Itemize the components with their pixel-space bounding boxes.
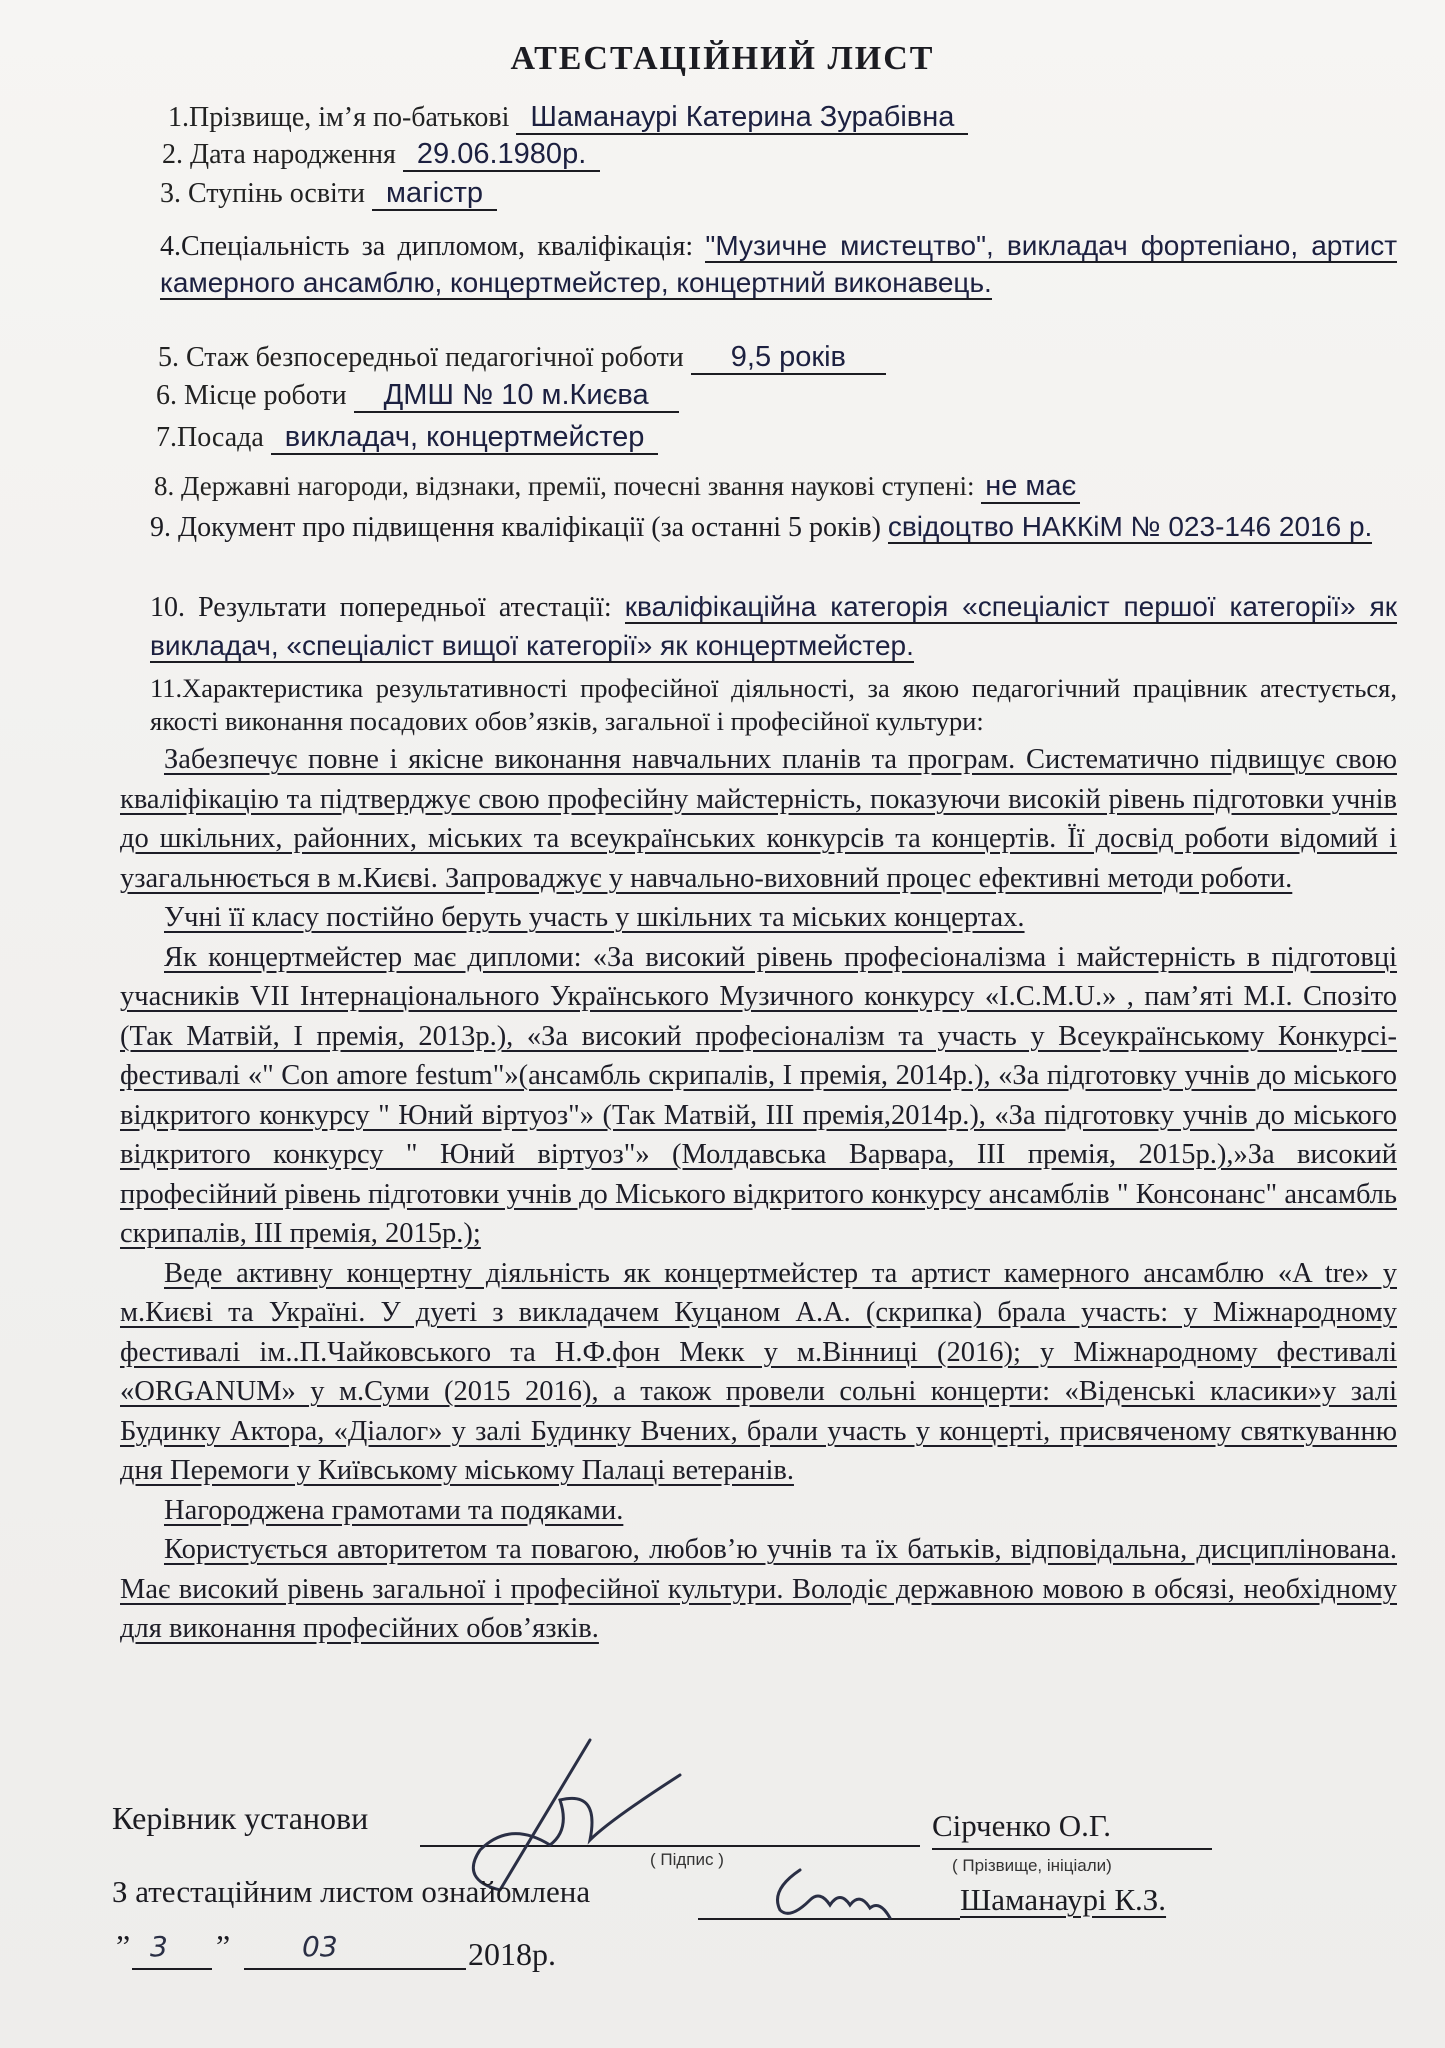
ack-label: З атестаційним листом ознайомлена — [112, 1874, 591, 1909]
field-experience-label: 5. Стаж безпосередньої педагогічної роботи — [158, 342, 684, 373]
field-education — [160, 176, 1395, 212]
field-birthdate-label: 2. Дата народження — [162, 139, 396, 170]
date-quote-close: ” — [216, 1928, 231, 1964]
date-quote-open: ” — [116, 1928, 131, 1964]
field-characteristic-label: 11.Характеристика результативності професійної діяльності, за якою педагогічний працівник атестується, якості виконання посадових обов’язків, загальної і професійної культури: — [150, 673, 1397, 736]
field-birthdate — [162, 137, 1395, 173]
field-previous-attestation-label: 10. Результати попередньої атестації: — [150, 592, 612, 623]
field-position — [156, 420, 1395, 456]
field-previous-attestation — [150, 588, 1397, 666]
field-specialty-value: "Музичне мистецтво", викладач фортепіано, артист камерного ансамблю, концертмейстер, концертний виконавець. — [160, 230, 1398, 298]
characteristic-paragraph: Забезпечує повне і якісне виконання навчальних планів та програм. Систематично підвищує свою кваліфікацію та підтверджує свою професійну майстерність, показуючи високій рівень підготовки учнів до шкільних, районних, міських та всеукраїнських конкурсів та концертів. Її досвід роботи відомий і узагальнюється в м.Києві. Запроваджує у навчально-виховний процес ефективні методи роботи. — [120, 744, 1397, 894]
characteristic-body — [120, 740, 1397, 1649]
field-name — [168, 100, 1395, 136]
field-name-label: 1.Прізвище, ім’я по-батькові — [168, 102, 510, 133]
field-previous-attestation-value: кваліфікаційна категорія «спеціаліст першої категорії» як викладач, «спеціаліст вищої категорії» як концертмейстер. — [150, 591, 1397, 661]
head-name-line — [932, 1848, 1212, 1850]
characteristic-paragraph: Користується авторитетом та повагою, любов’ю учнів та їх батьків, відповідальна, дисциплінована. Має високий рівень загальної і професійної культури. Володіє державною мовою в обсязі, необхідному для виконання професійних обов’язків. — [120, 1534, 1397, 1644]
name-hint: ( Прізвище, ініціали) — [952, 1856, 1112, 1875]
field-education-label: 3. Ступінь освіти — [160, 178, 366, 209]
ack-name: Шаманаурі К.З. — [960, 1882, 1167, 1917]
date-month-line — [244, 1968, 466, 1970]
field-awards — [154, 468, 1395, 504]
date-day-line — [132, 1968, 212, 1970]
field-experience-value: 9,5 років — [691, 341, 886, 375]
date-year: 2018р. — [468, 1936, 556, 1972]
field-education-value: магістр — [372, 177, 497, 211]
field-workplace — [156, 378, 1395, 414]
document-title: АТЕСТАЦІЙНИЙ ЛИСТ — [510, 40, 935, 77]
head-label: Керівник установи — [112, 1800, 369, 1836]
date-day: 3 — [150, 1930, 168, 1963]
signature-hint: ( Підпис ) — [650, 1850, 724, 1869]
field-name-value: Шаманаурі Катерина Зурабівна — [516, 101, 968, 135]
field-workplace-label: 6. Місце роботи — [156, 380, 347, 411]
field-specialty-label: 4.Спеціальність за дипломом, кваліфікація: — [160, 231, 694, 262]
characteristic-paragraph: Веде активну концертну діяльність як концертмейстер та артист камерного ансамблю «A tre» у м.Києві та Україні. У дуеті з викладачем Куцаном А.А. (скрипка) брала участь: у Міжнародному фестивалі ім..П.Чайковського та Н.Ф.фон Мекк у м.Вінниці (2016); у Міжнародному фестивалі «ORGANUM» у м.Суми (2015 2016), а також провели сольні концерти: «Віденські класики»у залі Будинку Актора, «Діалог» у залі Будинку Вчених, брали участь у концерті, присвяченому святкуванню дня Перемоги у Київському міському Палаці ветеранів. — [120, 1257, 1397, 1486]
field-position-label: 7.Посада — [156, 422, 264, 453]
field-workplace-value: ДМШ № 10 м.Києва — [354, 379, 679, 413]
characteristic-paragraph: Як концертмейстер має дипломи: «За високий рівень професіоналізма і майстерність в підготовці учасників VII Інтернаціонального Українського Музичного конкурсу «I.C.M.U.» , пам’яті М.І. Спозіто (Так Матвій, І премія, 2013р.), «За високий професіоналізм та участь у Всеукраїнському Конкурсі-фестивалі «" Con amore festum"»(ансамбль скрипалів, І премія, 2014р.), «За підготовку учнів до міського відкритого конкурсу " Юний віртуоз"» (Так Матвій, ІІІ премія,2014р.), «За підготовку учнів до міського відкритого конкурсу " Юний віртуоз"» (Молдавська Варвара, ІІІ премія, 2015р.),»За високий професійний рівень підготовки учнів до Міського відкритого конкурсу ансамблів " Консонанс" ансамбль скрипалів, ІІІ премія, 2015р.); — [120, 941, 1397, 1249]
field-qualification-label: 9. Документ про підвищення кваліфікації (за останні 5 років) — [150, 512, 881, 543]
field-qualification-value: свідоцтво НАККіМ № 023-146 2016 р. — [887, 511, 1373, 542]
field-experience — [158, 340, 1395, 376]
field-birthdate-value: 29.06.1980р. — [403, 138, 600, 172]
head-name: Сірченко О.Г. — [932, 1808, 1112, 1843]
field-position-value: викладач, концертмейстер — [271, 421, 659, 455]
date-month: 03 — [302, 1930, 338, 1963]
field-qualification — [150, 508, 1397, 546]
field-awards-label: 8. Державні нагороди, відзнаки, премії, почесні звання наукові ступені: — [154, 471, 975, 501]
ack-handwritten-signature — [760, 1860, 910, 1930]
characteristic-paragraph: Нагороджена грамотами та подяками. — [164, 1494, 624, 1526]
field-awards-value: не має — [981, 470, 1080, 504]
characteristic-paragraph: Учні її класу постійно беруть участь у шкільних та міських концертах. — [164, 902, 1025, 933]
field-specialty — [160, 228, 1397, 302]
